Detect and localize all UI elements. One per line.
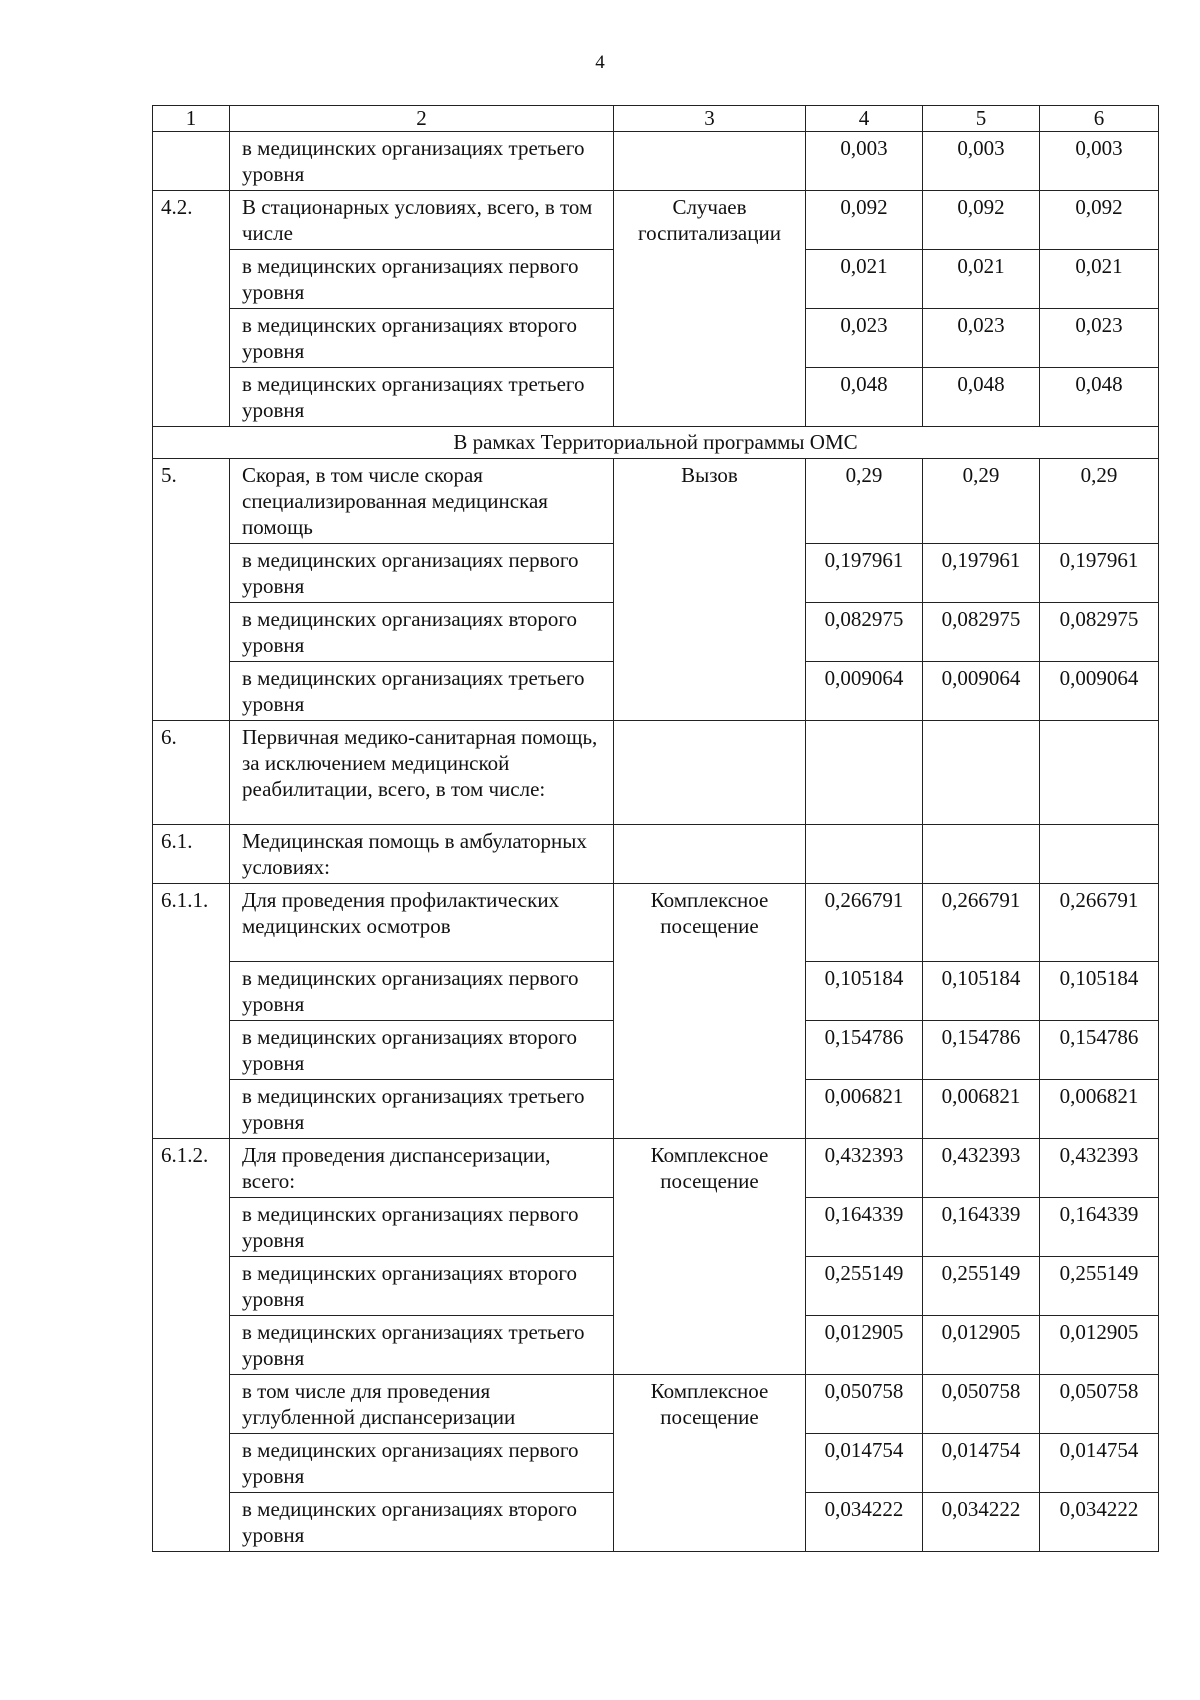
value-col5: 0,266791 [923, 884, 1040, 962]
row-name: в медицинских организациях первого уровня [230, 1198, 614, 1257]
value-col6: 0,006821 [1040, 1080, 1159, 1139]
row-name: Медицинская помощь в амбулаторных условиях: [230, 825, 614, 884]
row-number: 4.2. [153, 191, 230, 427]
row-unit [614, 132, 806, 191]
value-col4 [806, 721, 923, 825]
row-name: в медицинских организациях второго уровня [230, 309, 614, 368]
row-name: в медицинских организациях третьего уровня [230, 132, 614, 191]
row-name: в том числе для проведения углубленной диспансеризации [230, 1375, 614, 1434]
value-col5: 0,012905 [923, 1316, 1040, 1375]
value-col4: 0,197961 [806, 544, 923, 603]
value-col5: 0,009064 [923, 662, 1040, 721]
value-col4: 0,29 [806, 459, 923, 544]
section-row [153, 427, 1159, 459]
value-col4: 0,014754 [806, 1434, 923, 1493]
value-col6: 0,034222 [1040, 1493, 1159, 1552]
data-table-container [152, 105, 1158, 1552]
value-col6: 0,197961 [1040, 544, 1159, 603]
column-header: 2 [230, 106, 614, 132]
row-name: в медицинских организациях второго уровня [230, 1021, 614, 1080]
value-col5: 0,082975 [923, 603, 1040, 662]
value-col5: 0,021 [923, 250, 1040, 309]
table-row [153, 132, 1159, 191]
value-col6: 0,003 [1040, 132, 1159, 191]
value-col5: 0,164339 [923, 1198, 1040, 1257]
value-col6: 0,048 [1040, 368, 1159, 427]
row-number: 6.1.1. [153, 884, 230, 1139]
row-name: в медицинских организациях второго уровня [230, 603, 614, 662]
value-col6: 0,021 [1040, 250, 1159, 309]
header-row [153, 106, 1159, 132]
value-col5 [923, 721, 1040, 825]
column-header: 5 [923, 106, 1040, 132]
row-name: в медицинских организациях второго уровня [230, 1493, 614, 1552]
row-name: в медицинских организациях третьего уровня [230, 368, 614, 427]
value-col6: 0,009064 [1040, 662, 1159, 721]
value-col5: 0,014754 [923, 1434, 1040, 1493]
row-unit: Случаев госпитализации [614, 191, 806, 427]
row-name: в медицинских организациях первого уровня [230, 962, 614, 1021]
column-header: 3 [614, 106, 806, 132]
row-name: в медицинских организациях третьего уровня [230, 1316, 614, 1375]
value-col5: 0,255149 [923, 1257, 1040, 1316]
value-col5 [923, 825, 1040, 884]
row-name: Для проведения диспансеризации, всего: [230, 1139, 614, 1198]
value-col5: 0,023 [923, 309, 1040, 368]
value-col4 [806, 825, 923, 884]
data-table [152, 105, 1159, 1552]
row-number: 6. [153, 721, 230, 825]
value-col4: 0,048 [806, 368, 923, 427]
value-col5: 0,048 [923, 368, 1040, 427]
row-name: В стационарных условиях, всего, в том числе [230, 191, 614, 250]
value-col5: 0,197961 [923, 544, 1040, 603]
value-col6: 0,105184 [1040, 962, 1159, 1021]
value-col6: 0,255149 [1040, 1257, 1159, 1316]
column-header: 4 [806, 106, 923, 132]
page-number: 4 [595, 52, 605, 73]
value-col4: 0,012905 [806, 1316, 923, 1375]
value-col6: 0,082975 [1040, 603, 1159, 662]
row-name: в медицинских организациях первого уровня [230, 250, 614, 309]
value-col4: 0,092 [806, 191, 923, 250]
value-col5: 0,003 [923, 132, 1040, 191]
table-row [153, 1375, 1159, 1434]
value-col5: 0,006821 [923, 1080, 1040, 1139]
row-number: 5. [153, 459, 230, 721]
row-name: в медицинских организациях третьего уровня [230, 662, 614, 721]
table-row [153, 721, 1159, 825]
row-unit [614, 825, 806, 884]
row-unit [614, 721, 806, 825]
value-col6: 0,012905 [1040, 1316, 1159, 1375]
row-name: Скорая, в том числе скорая специализированная медицинская помощь [230, 459, 614, 544]
row-number [153, 132, 230, 191]
value-col4: 0,050758 [806, 1375, 923, 1434]
value-col6: 0,164339 [1040, 1198, 1159, 1257]
value-col6 [1040, 721, 1159, 825]
row-name: в медицинских организациях третьего уровня [230, 1080, 614, 1139]
value-col4: 0,082975 [806, 603, 923, 662]
value-col6: 0,432393 [1040, 1139, 1159, 1198]
value-col6: 0,154786 [1040, 1021, 1159, 1080]
value-col5: 0,092 [923, 191, 1040, 250]
row-name: в медицинских организациях второго уровня [230, 1257, 614, 1316]
row-name: Для проведения профилактических медицинских осмотров [230, 884, 614, 962]
value-col6: 0,023 [1040, 309, 1159, 368]
table-row [153, 825, 1159, 884]
row-unit: Комплексное посещение [614, 1375, 806, 1552]
row-name: в медицинских организациях первого уровня [230, 1434, 614, 1493]
table-row [153, 884, 1159, 962]
value-col5: 0,432393 [923, 1139, 1040, 1198]
section-title: В рамках Территориальной программы ОМС [153, 427, 1159, 459]
value-col4: 0,255149 [806, 1257, 923, 1316]
row-unit: Комплексное посещение [614, 884, 806, 1139]
value-col4: 0,432393 [806, 1139, 923, 1198]
value-col6: 0,29 [1040, 459, 1159, 544]
row-unit: Комплексное посещение [614, 1139, 806, 1375]
value-col5: 0,29 [923, 459, 1040, 544]
value-col5: 0,105184 [923, 962, 1040, 1021]
value-col4: 0,105184 [806, 962, 923, 1021]
table-row [153, 1139, 1159, 1198]
column-header: 1 [153, 106, 230, 132]
value-col6: 0,014754 [1040, 1434, 1159, 1493]
row-unit: Вызов [614, 459, 806, 721]
value-col4: 0,034222 [806, 1493, 923, 1552]
value-col6: 0,266791 [1040, 884, 1159, 962]
table-row [153, 191, 1159, 250]
row-name: Первичная медико-санитарная помощь, за исключением медицинской реабилитации, всего, в том числе: [230, 721, 614, 825]
column-header: 6 [1040, 106, 1159, 132]
value-col4: 0,023 [806, 309, 923, 368]
value-col4: 0,003 [806, 132, 923, 191]
value-col4: 0,021 [806, 250, 923, 309]
value-col4: 0,009064 [806, 662, 923, 721]
value-col6 [1040, 825, 1159, 884]
row-number: 6.1.2. [153, 1139, 230, 1552]
value-col6: 0,092 [1040, 191, 1159, 250]
value-col5: 0,050758 [923, 1375, 1040, 1434]
value-col5: 0,034222 [923, 1493, 1040, 1552]
value-col4: 0,006821 [806, 1080, 923, 1139]
row-name: в медицинских организациях первого уровня [230, 544, 614, 603]
value-col5: 0,154786 [923, 1021, 1040, 1080]
value-col4: 0,154786 [806, 1021, 923, 1080]
value-col6: 0,050758 [1040, 1375, 1159, 1434]
value-col4: 0,266791 [806, 884, 923, 962]
row-number: 6.1. [153, 825, 230, 884]
value-col4: 0,164339 [806, 1198, 923, 1257]
table-row [153, 459, 1159, 544]
